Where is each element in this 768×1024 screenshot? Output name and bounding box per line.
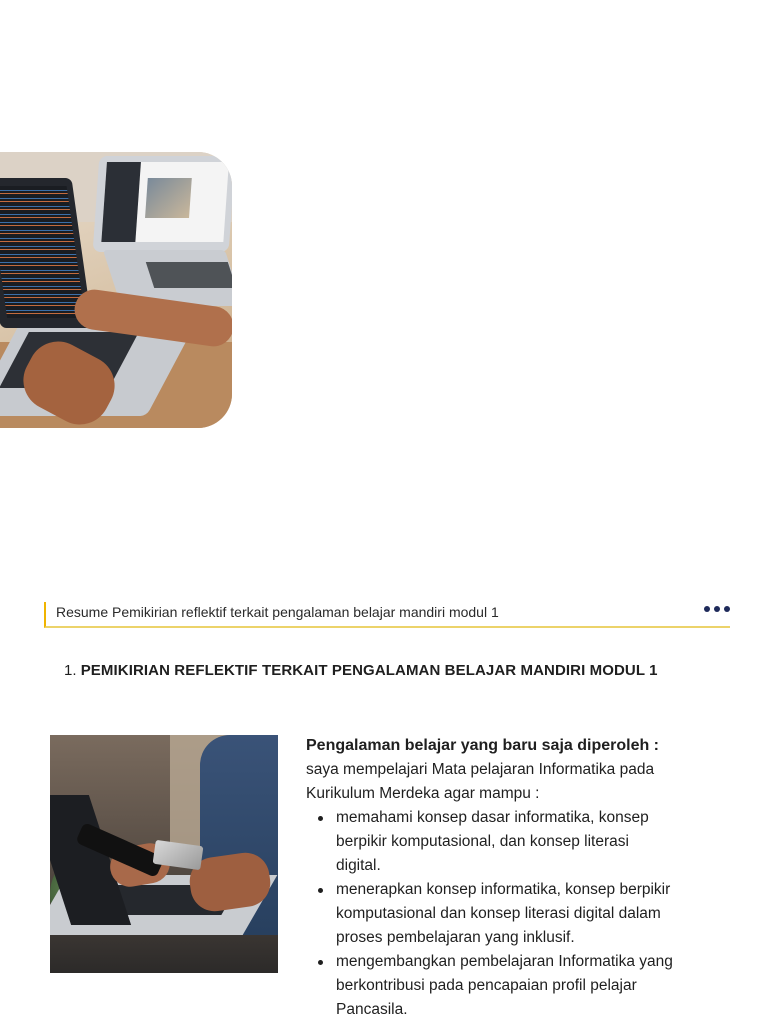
screen-sidebar (101, 162, 141, 242)
back-laptop-keyboard (146, 262, 232, 288)
dot-icon (724, 606, 730, 612)
list-item-line: berpikir komputasional, dan konsep literasi (336, 833, 629, 850)
list-item-line: proses pembelajaran yang inklusif. (336, 929, 575, 946)
dot-icon (704, 606, 710, 612)
list-item (336, 950, 756, 1022)
section-heading (64, 662, 754, 679)
bullet-list (306, 806, 756, 1022)
list-item (336, 878, 756, 950)
list-item-line: Pancasila. (336, 1001, 408, 1018)
list-item-line: memahami konsep dasar informatika, konsep (336, 809, 649, 826)
content-heading: Pengalaman belajar yang baru saja diperoleh : (306, 737, 660, 754)
list-item-line: berkontribusi pada pencapaian profil pelajar (336, 977, 637, 994)
code-screen (0, 186, 85, 318)
intro-line-1: saya mempelajari Mata pelajaran Informatika pada (306, 761, 655, 778)
intro-line-2: Kurikulum Merdeka agar mampu : (306, 785, 540, 802)
list-item (336, 806, 756, 878)
content-block (306, 734, 756, 1022)
section-title: PEMIKIRIAN REFLEKTIF TERKAIT PENGALAMAN BELAJAR MANDIRI MODUL 1 (80, 662, 658, 679)
section-number: 1. (64, 662, 77, 679)
phone-payment-photo (50, 735, 278, 973)
dot-icon (714, 606, 720, 612)
document-header (44, 602, 730, 628)
list-item-line: komputasional dan konsep literasi digital dalam (336, 905, 661, 922)
document-title: Resume Pemikirian reflektif terkait pengalaman belajar mandiri modul 1 (56, 604, 499, 620)
back-laptop (93, 156, 232, 252)
back-laptop-screen (101, 162, 229, 242)
list-item-line: digital. (336, 857, 381, 874)
list-item-line: mengembangkan pembelajaran Informatika yang (336, 953, 673, 970)
laptops-photo (0, 152, 232, 428)
more-dots-icon (704, 606, 730, 612)
screen-photo (145, 178, 192, 218)
list-item-line: menerapkan konsep informatika, konsep berpikir (336, 881, 671, 898)
